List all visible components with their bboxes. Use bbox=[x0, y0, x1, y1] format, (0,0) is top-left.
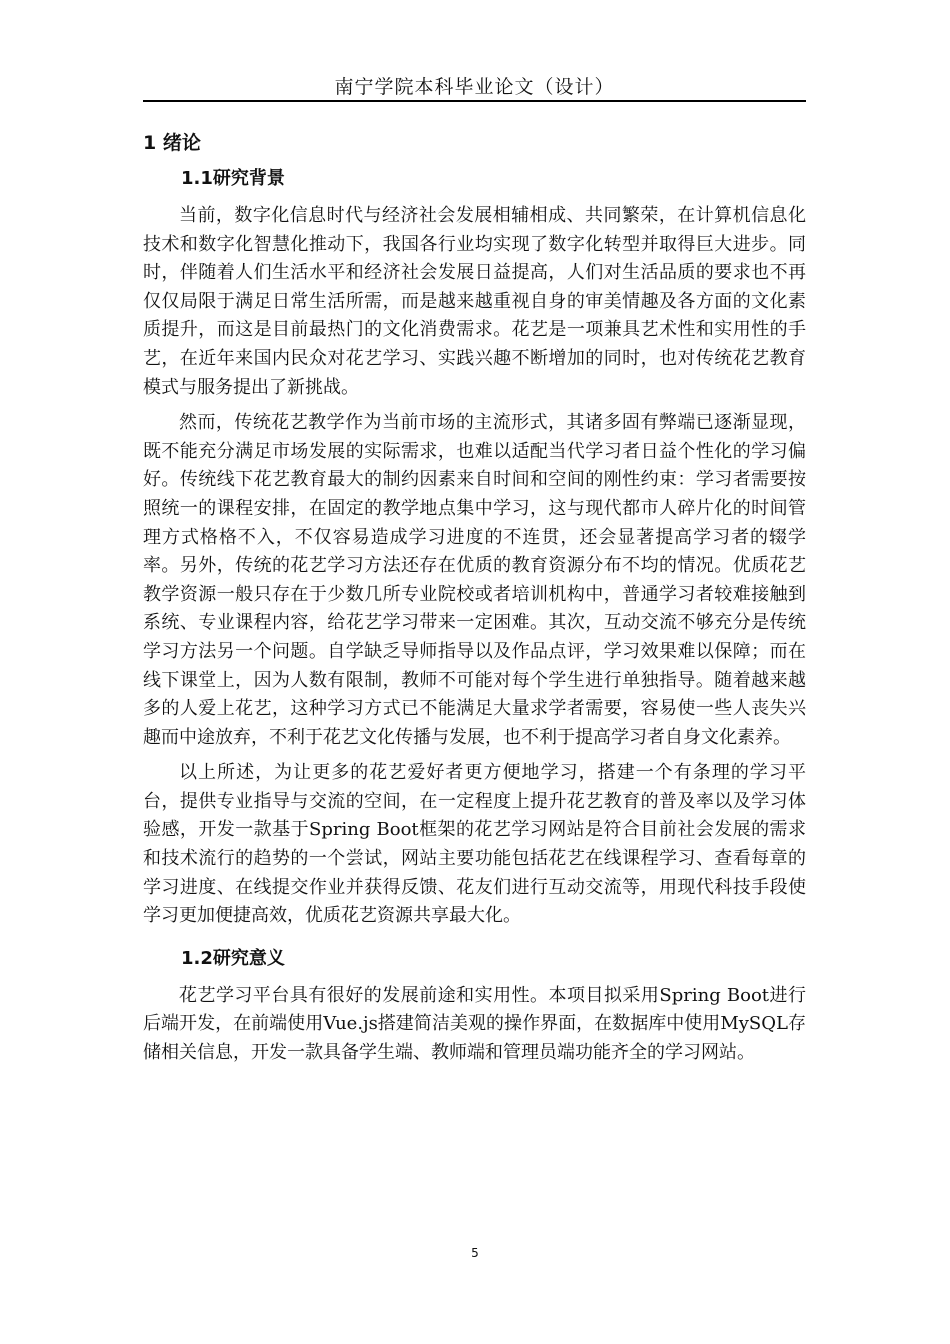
section-title: 1.2研究意义 bbox=[181, 947, 285, 969]
section-title: 1.1研究背景 bbox=[181, 168, 285, 189]
body-paragraph: 以上所述，为让更多的花艺爱好者更方便地学习，搭建一个有条理的学习平台，提供专业指导与交流的空间，在一定程度上提升花艺教育的普及率以及学习体验感，开发一款基于Spring Boot框架的花艺学习网站是符合目前社会发展的需求和技术流行的趋势的一个尝试，网站主要功能包括花艺在线课程学习、查看每章的学习进度、在线提交作业并获得反馈、花友们进行互动交流等，用现代科技手段使学习更加便捷高效，优质花艺资源共享最大化。 bbox=[143, 762, 806, 927]
header-divider bbox=[143, 100, 806, 102]
document-body bbox=[143, 128, 806, 1075]
section-research-significance bbox=[143, 944, 806, 1068]
chapter-title: 1 绪论 bbox=[143, 132, 201, 154]
section-research-background bbox=[143, 164, 806, 931]
body-paragraph: 花艺学习平台具有很好的发展前途和实用性。本项目拟采用Spring Boot进行后端开发，在前端使用Vue.js搭建简洁美观的操作界面，在数据库中使用MySQL存储相关信息，开发一款具备学生端、教师端和管理员端功能齐全的学习网站。 bbox=[143, 984, 806, 1064]
body-paragraph: 当前，数字化信息时代与经济社会发展相辅相成、共同繁荣，在计算机信息化技术和数字化智慧化推动下，我国各行业均实现了数字化转型并取得巨大进步。同时，伴随着人们生活水平和经济社会发展日益提高，人们对生活品质的要求也不再仅仅局限于满足日常生活所需，而是越来越重视自身的审美情趣及各方面的文化素质提升，而这是目前最热门的文化消费需求。花艺是一项兼具艺术性和实用性的手艺，在近年来国内民众对花艺学习、实践兴趣不断增加的同时，也对传统花艺教育模式与服务提出了新挑战。 bbox=[143, 205, 806, 398]
body-paragraph: 然而，传统花艺教学作为当前市场的主流形式，其诸多固有弊端已逐渐显现，既不能充分满足市场发展的实际需求，也难以适配当代学习者日益个性化的学习偏好。传统线下花艺教育最大的制约因素来自时间和空间的刚性约束：学习者需要按照统一的课程安排，在固定的教学地点集中学习，这与现代都市人碎片化的时间管理方式格格不入，不仅容易造成学习进度的不连贯，还会显著提高学习者的辍学率。另外，传统的花艺学习方法还存在优质的教育资源分布不均的情况。优质花艺教学资源一般只存在于少数几所专业院校或者培训机构中，普通学习者较难接触到系统、专业课程内容，给花艺学习带来一定困难。其次，互动交流不够充分是传统学习方法另一个问题。自学缺乏导师指导以及作品点评，学习效果难以保障；而在线下课堂上，因为人数有限制，教师不可能对每个学生进行单独指导。随着越来越多的人爱上花艺，这种学习方式已不能满足大量求学者需要，容易使一些人丧失兴趣而中途放弃，不利于花艺文化传播与发展，也不利于提高学习者自身文化素养。 bbox=[143, 412, 806, 748]
page-header-title: 南宁学院本科毕业论文（设计） bbox=[334, 76, 615, 98]
page-number: 5 bbox=[471, 1246, 479, 1260]
